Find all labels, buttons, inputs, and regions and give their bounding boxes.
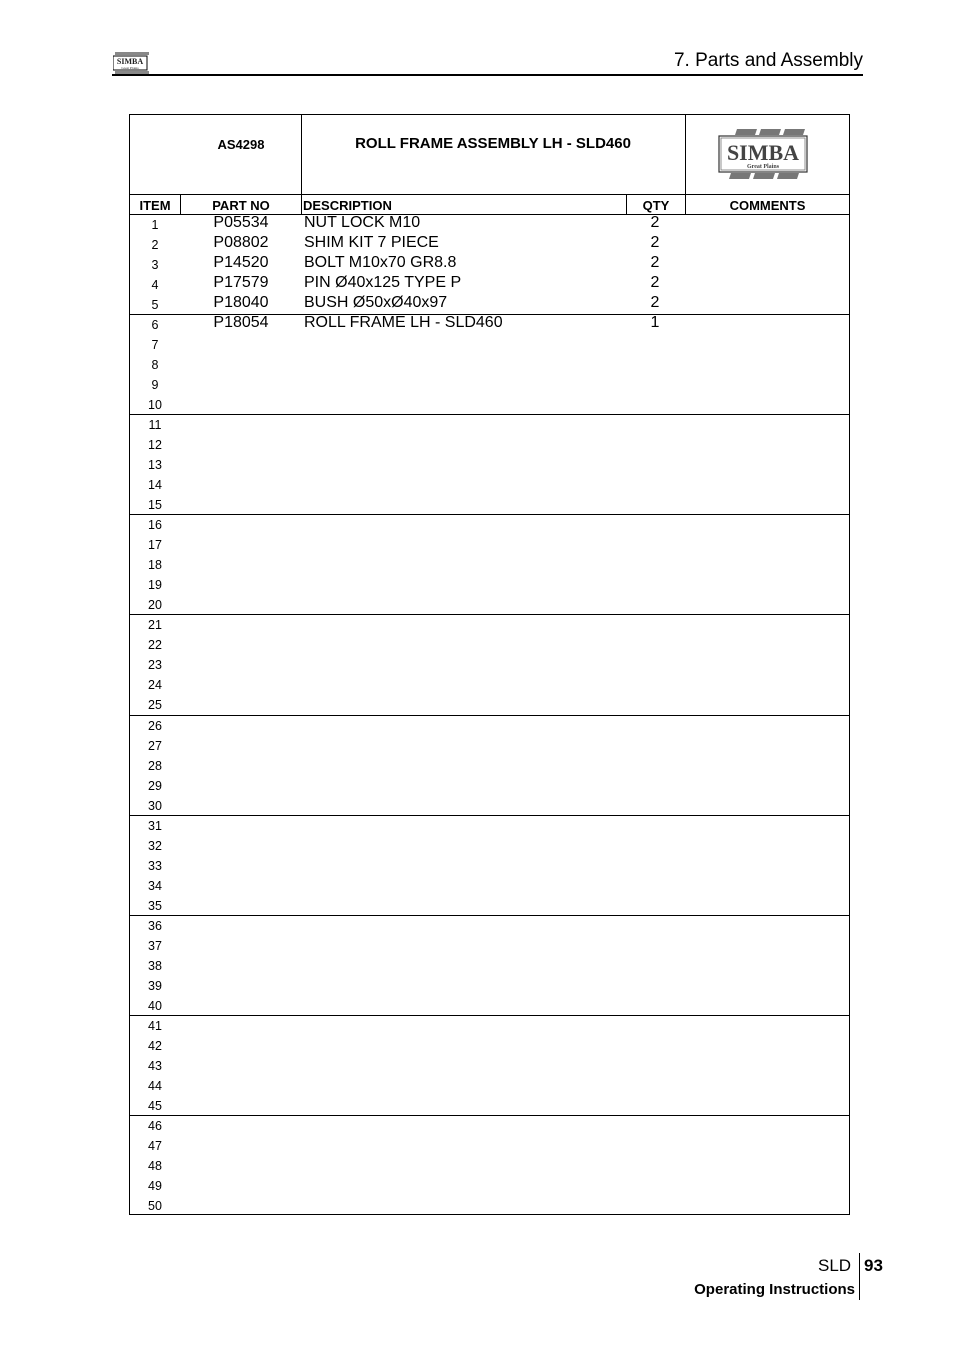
item-number: 12 [148, 438, 162, 453]
group-divider [130, 1115, 849, 1116]
header-divider [112, 74, 863, 76]
item-number: 4 [151, 278, 159, 293]
item-number: 35 [148, 898, 162, 913]
part-quantity: 2 [650, 254, 660, 272]
group-divider [130, 614, 849, 615]
part-quantity: 2 [650, 214, 660, 231]
item-number: 25 [148, 698, 162, 713]
item-number: 30 [148, 798, 162, 813]
col-header-part-no: PART NO [212, 198, 270, 213]
item-number: 8 [151, 358, 159, 373]
item-number: 13 [148, 458, 162, 473]
footer-divider [859, 1253, 860, 1300]
item-number: 28 [148, 758, 162, 773]
item-number: 27 [148, 738, 162, 753]
group-divider [130, 514, 849, 515]
group-divider [130, 915, 849, 916]
group-divider [130, 414, 849, 415]
item-number: 18 [148, 558, 162, 573]
item-number: 20 [148, 598, 162, 613]
col-header-comments: COMMENTS [729, 198, 806, 213]
item-number: 41 [148, 1018, 162, 1033]
part-description: PIN Ø40x125 TYPE P [304, 274, 462, 292]
part-number: P18040 [213, 294, 269, 312]
logo-text: SIMBA [726, 140, 800, 165]
item-number: 45 [148, 1098, 162, 1113]
part-number: P05534 [213, 214, 269, 231]
part-number: P17579 [213, 274, 269, 292]
footer-model: SLD [818, 1256, 852, 1275]
col-header-item: ITEM [139, 198, 171, 213]
item-number: 36 [148, 918, 162, 933]
item-number: 42 [148, 1038, 162, 1053]
assembly-number: AS4298 [217, 137, 265, 152]
item-number: 11 [148, 418, 162, 433]
item-number: 1 [151, 218, 159, 232]
item-number: 6 [151, 318, 159, 333]
item-number: 43 [148, 1058, 162, 1073]
simba-logo [717, 125, 809, 183]
item-number: 31 [148, 818, 162, 833]
part-quantity: 2 [650, 274, 660, 292]
item-number: 15 [148, 498, 162, 513]
part-quantity: 1 [650, 314, 660, 332]
item-number: 48 [148, 1158, 162, 1173]
item-number: 19 [148, 578, 162, 593]
svg-text:SIMBA: SIMBA [116, 57, 144, 66]
item-number: 2 [151, 238, 159, 253]
row-divider [130, 194, 849, 195]
item-number: 34 [148, 878, 162, 893]
item-number: 22 [148, 638, 162, 653]
item-number: 46 [148, 1118, 162, 1133]
item-number: 3 [151, 258, 159, 273]
item-number: 16 [148, 518, 162, 533]
part-number: P14520 [213, 254, 269, 272]
item-number: 47 [148, 1138, 162, 1153]
item-number: 21 [148, 618, 162, 633]
col-header-description: DESCRIPTION [303, 198, 392, 213]
item-number: 10 [148, 398, 162, 413]
svg-text:Great Plains: Great Plains [121, 66, 139, 70]
item-number: 24 [148, 678, 162, 693]
part-description: BUSH Ø50xØ40x97 [304, 294, 448, 312]
item-number: 17 [148, 538, 162, 553]
item-number: 14 [148, 478, 162, 493]
footer-subtitle: Operating Instructions [694, 1281, 855, 1298]
column-divider [301, 115, 302, 215]
group-divider [130, 1015, 849, 1016]
item-number: 37 [148, 938, 162, 953]
col-header-qty: QTY [642, 198, 670, 213]
item-number: 44 [148, 1078, 162, 1093]
part-description: SHIM KIT 7 PIECE [304, 234, 439, 252]
group-divider [130, 815, 849, 816]
item-number: 38 [148, 958, 162, 973]
item-number: 5 [151, 298, 159, 313]
item-number: 33 [148, 858, 162, 873]
part-quantity: 2 [650, 294, 660, 312]
part-number: P08802 [213, 234, 269, 252]
section-title: 7. Parts and Assembly [673, 50, 863, 71]
item-number: 32 [148, 838, 162, 853]
assembly-title: ROLL FRAME ASSEMBLY LH - SLD460 [355, 135, 631, 152]
simba-logo-small [113, 52, 149, 74]
item-number: 40 [148, 998, 162, 1013]
part-number: P18054 [213, 314, 269, 332]
item-number: 26 [148, 718, 162, 733]
part-quantity: 2 [650, 234, 660, 252]
page-number: 93 [864, 1256, 883, 1275]
item-number: 39 [148, 978, 162, 993]
part-description: ROLL FRAME LH - SLD460 [304, 314, 503, 332]
item-number: 23 [148, 658, 162, 673]
logo-subtext: Great Plains [746, 164, 780, 170]
item-number: 49 [148, 1178, 162, 1193]
item-number: 7 [151, 338, 159, 353]
part-description: BOLT M10x70 GR8.8 [304, 254, 457, 272]
group-divider [130, 715, 849, 716]
part-description: NUT LOCK M10 [304, 214, 421, 231]
item-number: 29 [148, 778, 162, 793]
item-number: 50 [148, 1198, 162, 1213]
item-number: 9 [151, 378, 159, 393]
parts-list-table [129, 114, 850, 1215]
